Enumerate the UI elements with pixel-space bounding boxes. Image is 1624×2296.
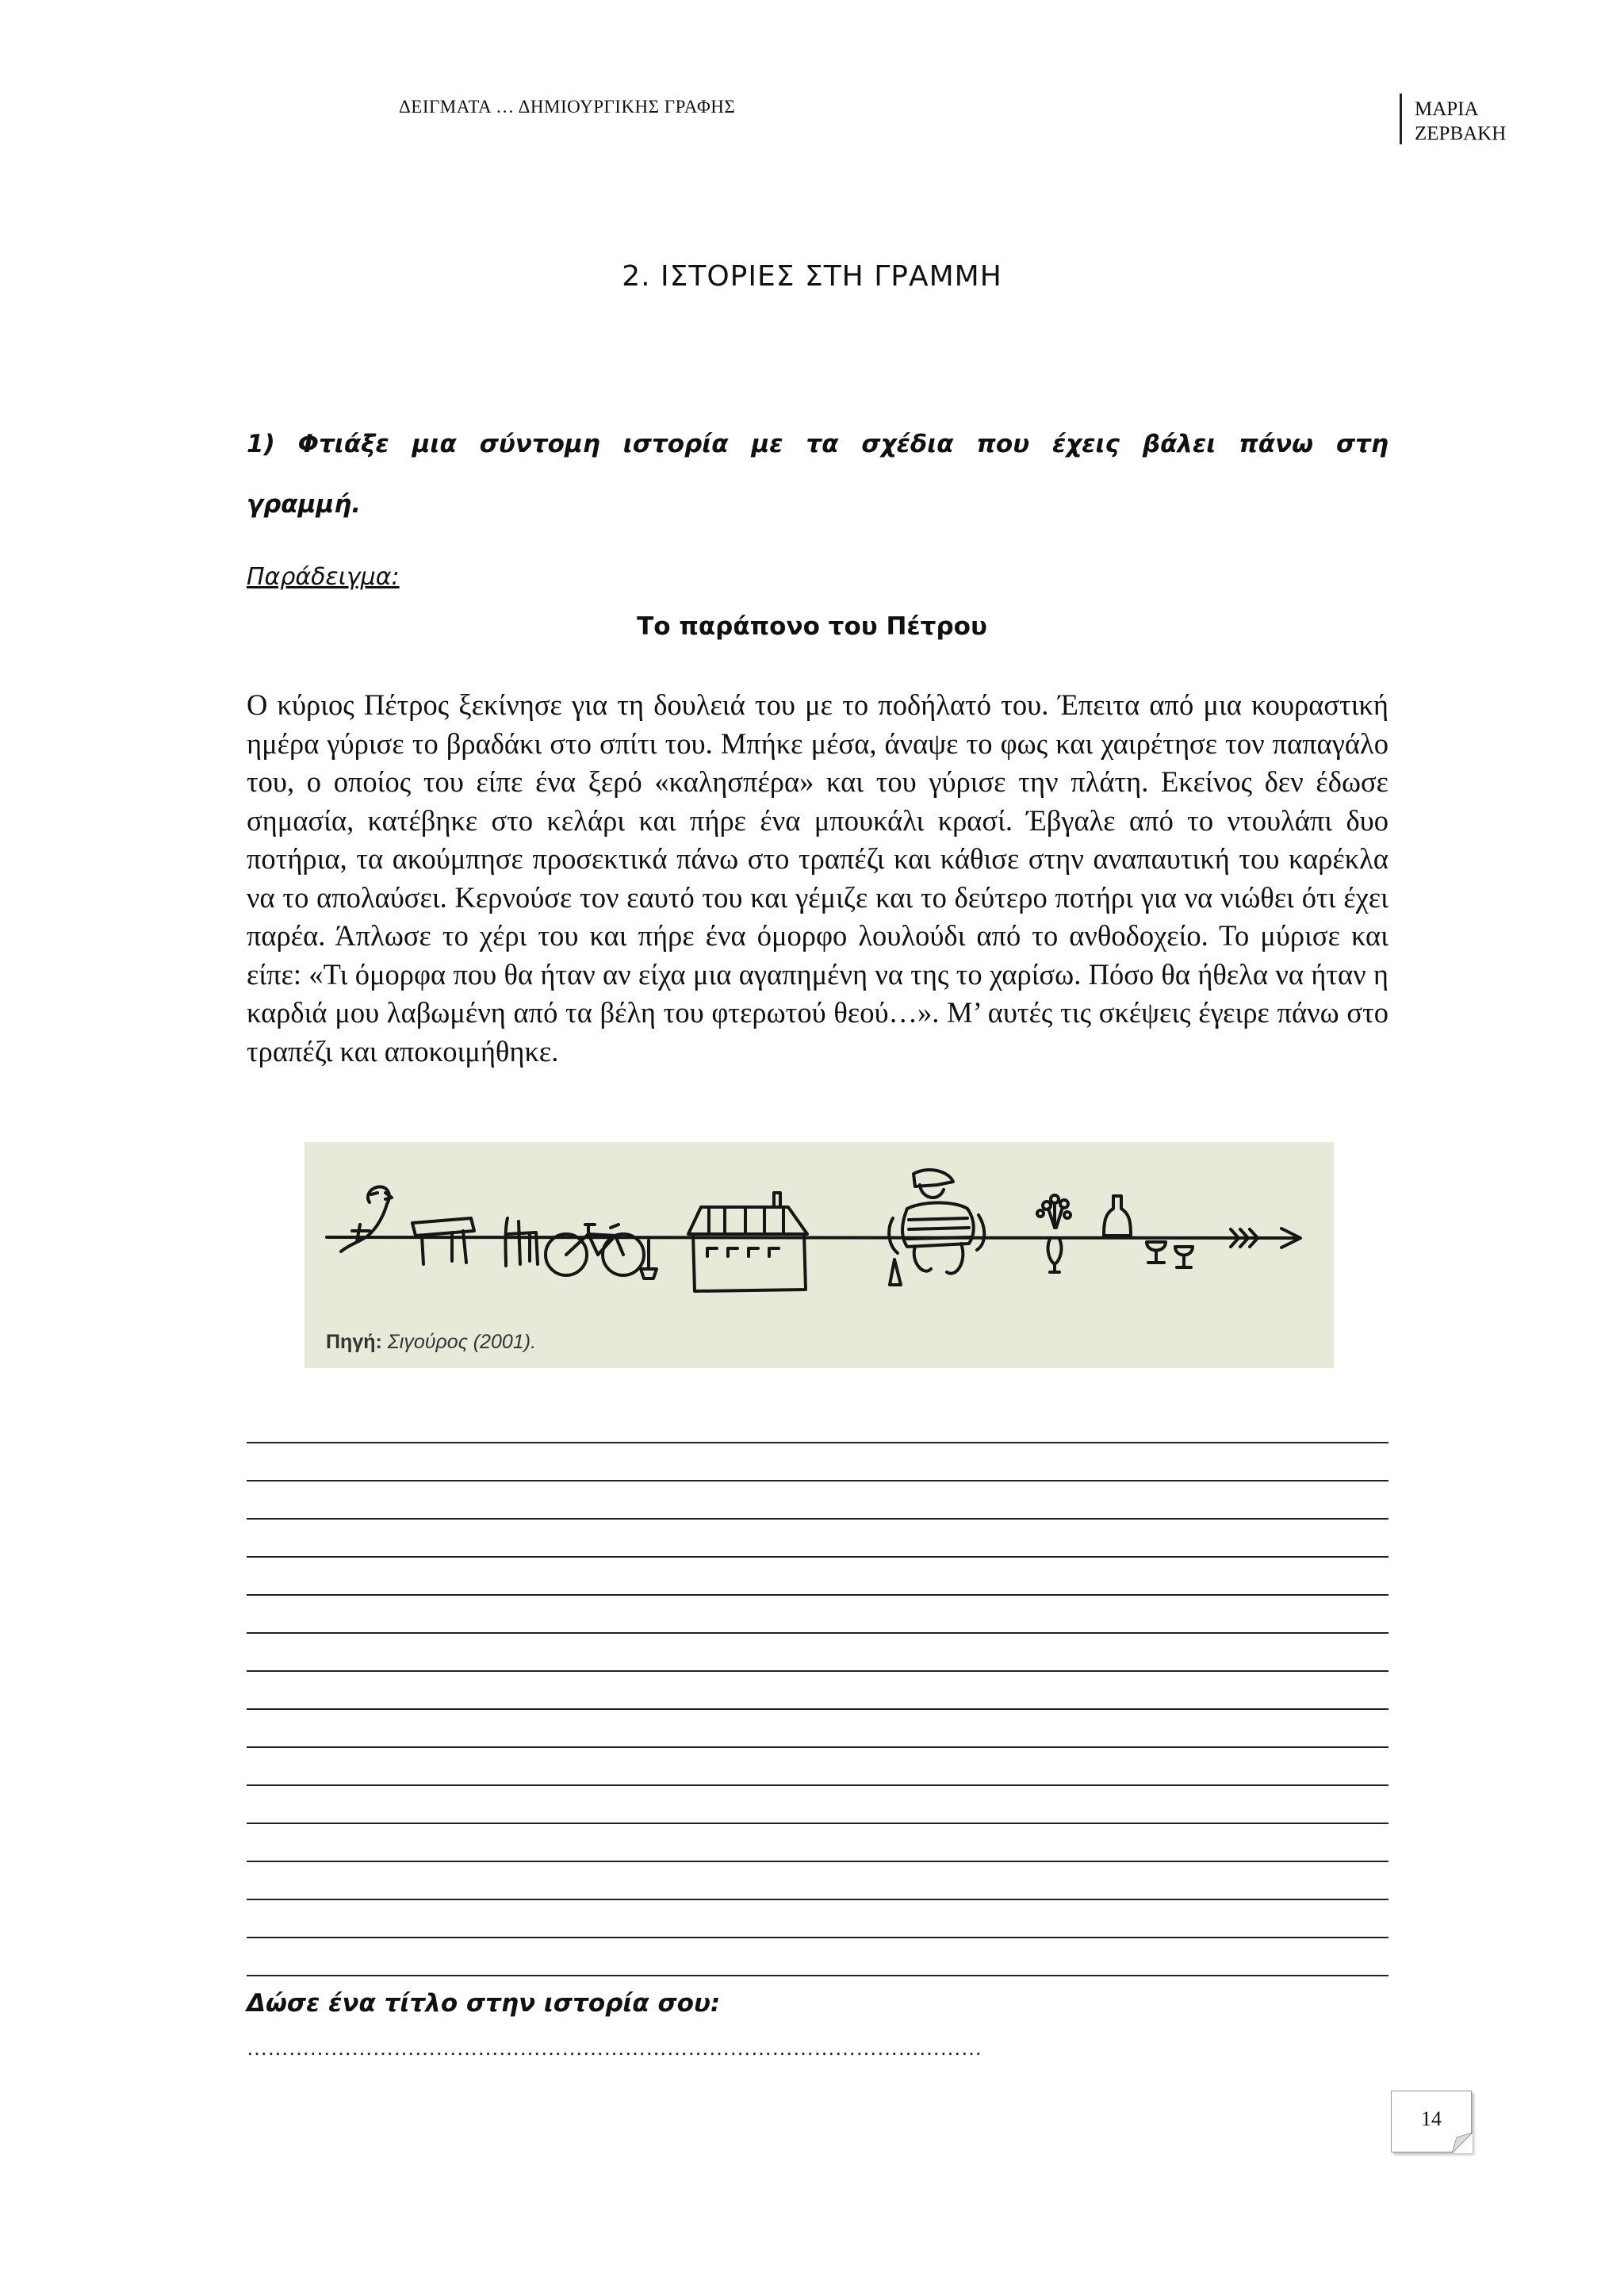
- writing-line[interactable]: [247, 1442, 1388, 1443]
- writing-line[interactable]: [247, 1632, 1388, 1634]
- caption-label: Πηγή:: [326, 1331, 382, 1353]
- figure-caption: [326, 1331, 536, 1354]
- writing-line[interactable]: [247, 1937, 1388, 1938]
- story-text: Ο κύριος Πέτρος ξεκίνησε για τη δουλειά του με το ποδήλατό του. Έπειτα από μια κουραστική ημέρα γύρισε το βραδάκι στο σπίτι του. Μπήκε μέσα, άναψε το φως και χαιρέτησε τον παπαγάλο του, ο οποίος του είπε ένα ξερό «καλησπέρα» και του γύρισε την πλάτη. Εκείνος δεν έδωσε σημασία, κατέβηκε στο κελάρι και πήρε ένα μπουκάλι κρασί. Έβγαλε από το ντουλάπι δυο ποτήρια, τα ακούμπησε προσεκτικά πάνω στο τραπέζι και κάθισε στην αναπαυτική του καρέκλα να το απολαύσει. Κερνούσε τον εαυτό του και γέμιζε και το δεύτερο ποτήρι για να νιώθει ότι έχει παρέα. Άπλωσε το χέρι του και πήρε ένα όμορφο λουλούδι από το ανθοδοχείο. Το μύρισε και είπε: «Τι όμορφα που θα ήταν αν είχα μια αγαπημένη να της το χαρίσω. Πόσο θα ήθελα να ήταν η καρδιά μου λαβωμένη από τα βέλη του φτερωτού θεού…». Μ’ αυτές τις σκέψεις έγειρε πάνω στο τραπέζι και αποκοιμήθηκε.: [247, 688, 1388, 1068]
- example-label: Παράδειγμα:: [247, 563, 400, 591]
- writing-line[interactable]: [247, 1670, 1388, 1672]
- writing-line[interactable]: [247, 1480, 1388, 1481]
- title-prompt: Δώσε ένα τίτλο στην ιστορία σου:: [247, 1989, 721, 2018]
- writing-line[interactable]: [247, 1518, 1388, 1520]
- caption-source: Σιγούρος (2001).: [387, 1331, 537, 1353]
- writing-line[interactable]: [247, 1746, 1388, 1748]
- page-number: 14: [1421, 2107, 1442, 2130]
- title-dotted-line[interactable]: ……………………………………………………………………………………………: [247, 2037, 982, 2060]
- author-last-name: ΖΕΡΒΑΚΗ: [1415, 123, 1507, 144]
- writing-line[interactable]: [247, 1975, 1388, 1976]
- writing-line[interactable]: [247, 1899, 1388, 1900]
- page-number-box: [1391, 2091, 1472, 2152]
- line-drawing: [304, 1142, 1334, 1324]
- bottle-drawing: [1104, 1196, 1131, 1236]
- man-drawing: [889, 1170, 984, 1285]
- header-left-text: ΔΕΙΓΜΑΤΑ … ΔΗΜΙΟΥΡΓΙΚΗΣ ΓΡΑΦΗΣ: [399, 97, 736, 117]
- writing-line[interactable]: [247, 1823, 1388, 1824]
- story-title: Το παράπονο του Πέτρου: [637, 612, 987, 641]
- writing-line[interactable]: [247, 1594, 1388, 1596]
- bicycle-drawing: [546, 1225, 644, 1275]
- header-divider: [1400, 94, 1402, 144]
- story-line-figure: [304, 1142, 1334, 1368]
- table-drawing: [412, 1218, 474, 1264]
- header-author: [1415, 97, 1506, 146]
- writing-line[interactable]: [247, 1784, 1388, 1786]
- author-first-name: ΜΑΡΙΑ: [1415, 98, 1479, 120]
- parrot-drawing: [341, 1186, 392, 1251]
- section-title: 2. ΙΣΤΟΡΙΕΣ ΣΤΗ ΓΡΑΜΜΗ: [622, 260, 1002, 293]
- house-drawing: [688, 1193, 807, 1291]
- exercise-instruction: 1) Φτιάξε μια σύντομη ιστορία με τα σχέδια που έχεις βάλει πάνω στη γραμμή.: [247, 430, 1388, 519]
- writing-line[interactable]: [247, 1708, 1388, 1710]
- page-curl-icon: [1452, 2133, 1473, 2153]
- chair-drawing: [506, 1218, 538, 1266]
- writing-line[interactable]: [247, 1861, 1388, 1862]
- writing-line[interactable]: [247, 1556, 1388, 1558]
- wine-glass-drawing: [1147, 1242, 1193, 1267]
- flower-vase-drawing: [1037, 1195, 1071, 1272]
